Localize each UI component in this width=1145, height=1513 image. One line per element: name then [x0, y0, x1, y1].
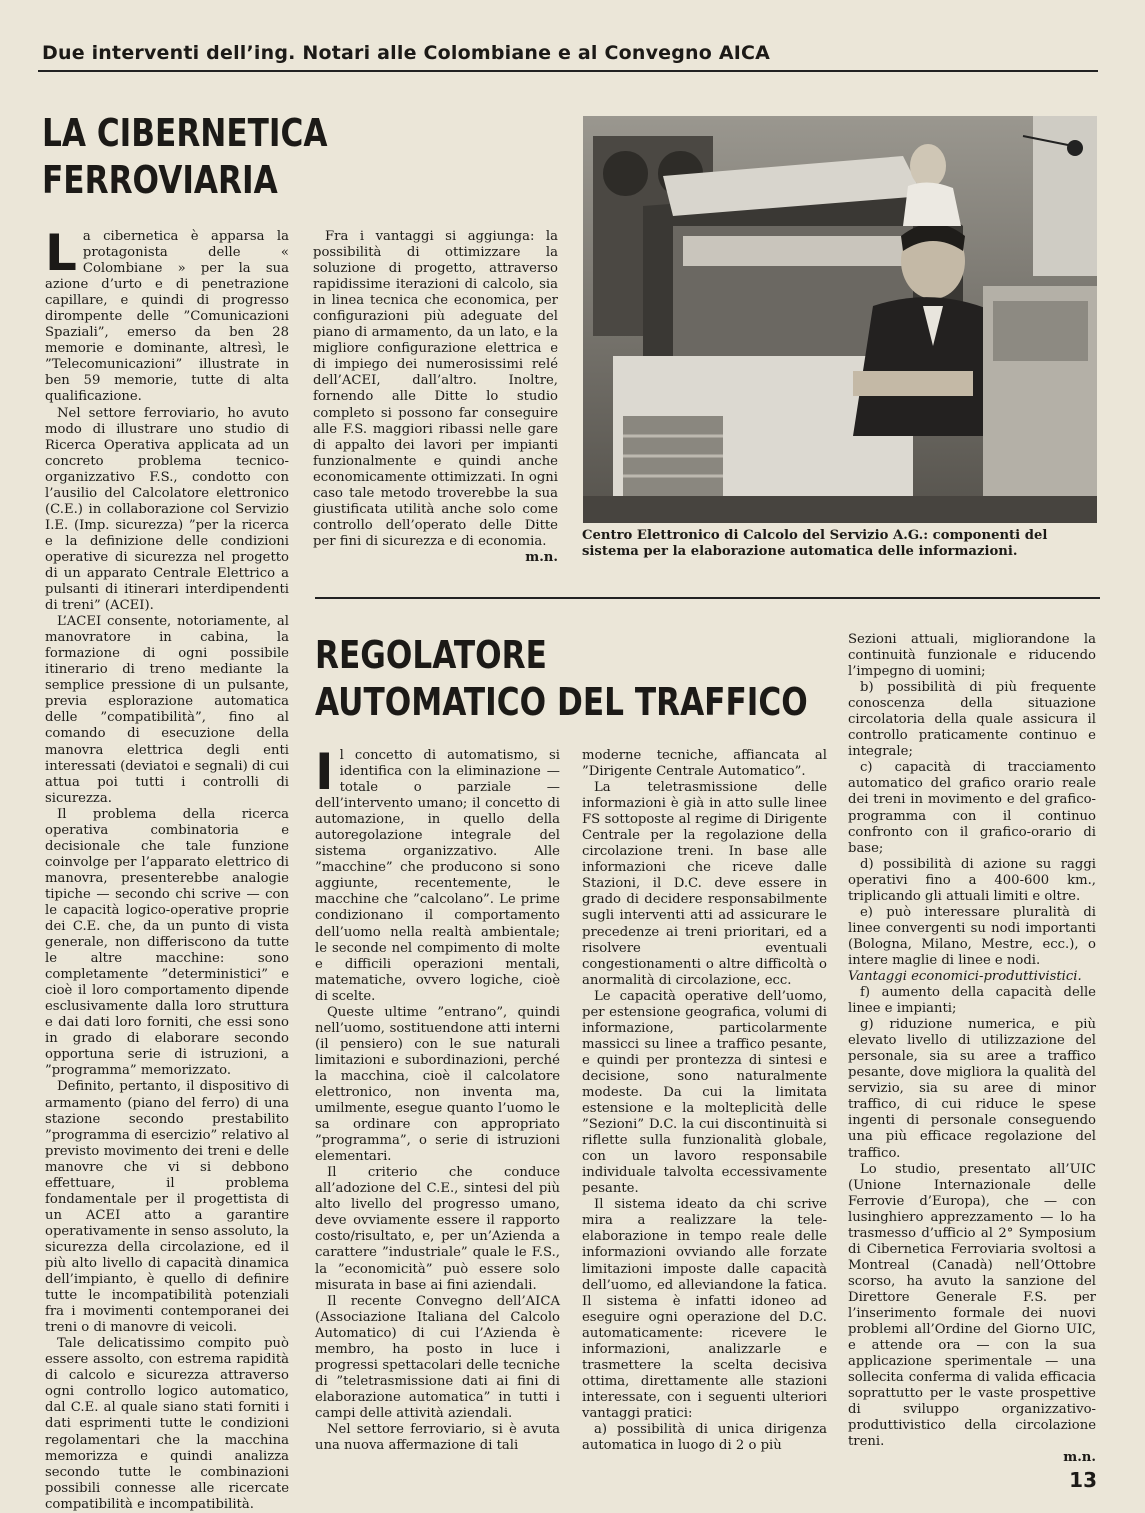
article1-column-2: [313, 229, 558, 566]
photo-illustration: [583, 116, 1097, 523]
article1-dropcap: L: [45, 224, 77, 282]
article1-column-1: [45, 224, 289, 1513]
article2-title-line1: REGOLATORE: [315, 633, 547, 677]
article2-paragraph: Nel settore ferroviario, si è avuta una nuova affermazione di tali: [315, 1421, 560, 1454]
article2-title: [315, 632, 808, 726]
article2-paragraph: Sezioni attuali, migliorandone la continuità funzionale e riducendo l’impegno di uomini;: [848, 632, 1096, 680]
article2-paragraph: d) possibilità di azione su raggi operativi fino a 400-600 km., triplicando gli attuali limiti e oltre.: [848, 856, 1096, 904]
article2-signature: m.n.: [1063, 1450, 1096, 1466]
article2-subheading: Vantaggi economici-produttivistici.: [848, 968, 1082, 984]
article2-paragraph: e) può interessare pluralità di linee convergenti su nodi importanti (Bologna, Milano, Mestre, ecc.), o intere maglie di linee e nodi.: [848, 904, 1096, 968]
article2-paragraph: c) capacità di tracciamento automatico del grafico orario reale dei treni in movimento e del grafico-programma con il continuo confronto con il grafico-orario di base;: [848, 760, 1096, 856]
photo-caption: Centro Elettronico di Calcolo del Servizio A.G.: componenti del sistema per la elaborazione automatica delle informazioni.: [582, 528, 1048, 559]
article1-paragraph: Tale delicatissimo compito può essere assolto, con estrema rapidità di calcolo e sicurezza attraverso ogni controllo logico automatico, dal C.E. al quale siano stati forniti i dati esprimenti tutte le condizioni regolamentari che la macchina memorizza e quindi analizza secondo tutte le combinazioni possibili connesse alle ricercate compatibilità e incompatibilità.: [45, 1336, 289, 1512]
article2-paragraph: Lo studio, presentato all’UIC (Unione Internazionale delle Ferrovie d’Europa), che — con lusinghiero apprezzamento — lo ha trasmesso d’ufficio al 2° Symposium di Cibernetica Ferroviaria svoltosi a Montreal (Canadà) nell’Ottobre scorso, ha avuto la sanzione del Direttore Generale F.S. per l’inserimento formale dei nuovi problemi all’Ordine del Giorno UIC, e attende ora — con la sua applicazione sperimentale — una sollecita conferma di valida efficacia soprattutto per le vaste prospettive di sviluppo organizzativo-produttivistico della circolazione treni.: [848, 1161, 1096, 1450]
article2-paragraph: a) possibilità di unica dirigenza automatica in luogo di 2 o più: [582, 1421, 827, 1454]
page-number: 13: [1069, 1468, 1097, 1492]
article2-paragraph: Il recente Convegno dell’AICA (Associazione Italiana del Calcolo Automatico) di cui l’Azienda è membro, ha posto in luce i progressi spettacolari delle tecniche di ”teletrasmissione dati ai fini di elaborazione automatica” in tutti i campi delle attività aziendali.: [315, 1293, 560, 1421]
article2-column-3: [848, 632, 1096, 1466]
section-kicker: Due interventi dell’ing. Notari alle Colombiane e al Convegno AICA: [42, 42, 771, 64]
article1-title: [42, 110, 328, 204]
article2-paragraph: moderne tecniche, affiancata al ”Dirigente Centrale Automatico”.: [582, 748, 827, 780]
article2-paragraph: l concetto di automatismo, si identifica con la eliminazione — totale o parziale — dell’intervento umano; il concetto di automazione, in quello della autoregolazione integrale del sistema organizzativo. Alle ”macchine” che producono si sono aggiunte, recentemente, le macchine che ”calcolano”. Le prime condizionano il comportamento dell’uomo nella realtà ambientale; le seconde nel compimento di molte e difficili operazioni mentali, matematiche, ovvero logiche, cioè di scelte.: [315, 748, 560, 1004]
article2-paragraph: f) aumento della capacità delle linee e impianti;: [848, 985, 1096, 1017]
article1-signature: m.n.: [525, 549, 558, 565]
article2-paragraph: La teletrasmissione delle informazioni è già in atto sulle linee FS sottoposte al regime di Dirigente Centrale per la regolazione della circolazione treni. In base alle informazioni che riceve dalle Stazioni, il D.C. deve essere in grado di decidere responsabilmente sugli interventi atti ad assicurare le precedenze ai treni prioritari, ed a risolvere eventuali congestionamenti o altre difficoltà o anormalità di circolazione, ecc.: [582, 780, 827, 988]
article2-paragraph: Il criterio che conduce all’adozione del C.E., sintesi del più alto livello del progresso umano, deve ovviamente essere il rapporto costo/risultato, e, per un’Azienda a carattere ”industriale” quale le F.S., la ”economicità” può essere solo misurata in base ai fini aziendali.: [315, 1165, 560, 1293]
article1-paragraph: Fra i vantaggi si aggiunga: la possibilità di ottimizzare la soluzione di progetto, attraverso rapidissime iterazioni di calcolo, sia in linea tecnica che economica, per configurazioni più adeguate del piano di armamento, da un lato, e la migliore configurazione elettrica e di impiego dei numerosissimi relé dell’ACEI, dall’altro. Inoltre, fornendo alle Ditte lo studio completo si possono far conseguire alle F.S. maggiori ribassi nelle gare di appalto dei lavori per impianti funzionalmente e quindi anche economicamente ottimizzati. In ogni caso tale metodo troverebbe la sua giustificata utilità anche solo come controllo dell’operato delle Ditte per fini di sicurezza e di economia.: [313, 229, 558, 549]
article2-title-line2: AUTOMATICO DEL TRAFFICO: [315, 680, 808, 724]
article2-paragraph: b) possibilità di più frequente conoscenza della situazione circolatoria della quale assicura il controllo praticamente continuo e integrale;: [848, 680, 1096, 760]
computer-center-photo: [583, 116, 1097, 523]
article2-paragraph: Queste ultime ”entrano”, quindi nell’uomo, sostituendone atti interni (il pensiero) con le sue naturali limitazioni e subordinazioni, perché la macchina, cioè il calcolatore elettronico, non inventa ma, umilmente, esegue quanto l’uomo le sa ordinare con appropriato ”programma”, o serie di istruzioni elementari.: [315, 1004, 560, 1165]
article2-paragraph: g) riduzione numerica, e più elevato livello di utilizzazione del personale, sia su aree a traffico pesante, dove migliora la qualità del servizio, sia su aree di minor traffico, di cui riduce le spese ingenti di personale conseguendo una più efficace regolazione del traffico.: [848, 1017, 1096, 1161]
kicker-divider: [38, 70, 1098, 72]
article2-column-2: [582, 748, 827, 1454]
article1-paragraph: Definito, pertanto, il dispositivo di armamento (piano del ferro) di una stazione secondo prestabilito ”programma di esercizio” relativo al previsto movimento dei treni e delle manovre che vi si debbono effettuare, il problema fondamentale per il progettista di un ACEI atto a garantire operativamente in senso assoluto, la sicurezza della circolazione, ed il più alto livello di capacità dinamica dell’impianto, è quello di definire tutte le incompatibilità potenziali fra i movimenti contemporanei dei treni o di manovre di veicoli.: [45, 1079, 289, 1336]
article2-column-1: [315, 743, 560, 1454]
section-divider: [315, 597, 1100, 599]
article1-paragraph: a cibernetica è apparsa la protagonista delle « Colombiane » per la sua azione d’urto e di penetrazione capillare, e quindi di progresso dirompente delle ”Comunicazioni Spaziali”, emerso da ben 28 memorie e dominante, altresì, le ”Telecomunicazioni” illustrate in ben 59 memorie, tutte di alta qualificazione.: [45, 229, 289, 405]
article1-paragraph: L’ACEI consente, notoriamente, al manovratore in cabina, la formazione di ogni possibile itinerario di treno mediante la semplice pressione di un pulsante, previa esplorazione automatica delle ”compatibilità”, fino al comando di esecuzione della manovra elettrica degli enti interessati (deviatoi e segnali) di cui attua poi tutti i controlli di sicurezza.: [45, 614, 289, 806]
article2-dropcap: I: [315, 743, 334, 801]
article1-title-line1: LA CIBERNETICA: [42, 111, 328, 155]
article2-paragraph: Il sistema ideato da chi scrive mira a realizzare la tele-elaborazione in tempo reale delle informazioni ovviando alle forzate limitazioni imposte dalle capacità dell’uomo, ed alleviandone la fatica. Il sistema è infatti idoneo ad eseguire ogni operazione del D.C. automaticamente: ricevere le informazioni, analizzarle e trasmettere la scelta decisiva ottima, direttamente alle stazioni interessate, con i seguenti ulteriori vantaggi pratici:: [582, 1197, 827, 1421]
article1-paragraph: Nel settore ferroviario, ho avuto modo di illustrare uno studio di Ricerca Operativa applicata ad un concreto problema tecnico-organizzativo F.S., condotto con l’ausilio del Calcolatore elettronico (C.E.) in collaborazione col Servizio I.E. (Imp. sicurezza) ”per la ricerca e la definizione delle condizioni operative di sicurezza nel progetto di un apparato Centrale Elettrico a pulsanti di itinerari interdipendenti di treni” (ACEI).: [45, 405, 289, 614]
article1-paragraph: Il problema della ricerca operativa combinatoria e decisionale che tale funzione coinvolge per l’apparato elettrico di manovra, presenterebbe analogie tipiche — secondo chi scrive — con le capacità logico-operative proprie dei C.E. che, da un punto di vista generale, non differiscono da tutte le altre macchine: sono completamente ”deterministici” e cioè il loro comportamento dipende esclusivamente dalla loro struttura e dai dati loro forniti, che essi sono in grado di elaborare secondo opportuna serie di istruzioni, a ”programma” memorizzato.: [45, 806, 289, 1079]
article2-paragraph: Le capacità operative dell’uomo, per estensione geografica, volumi di informazione, particolarmente massicci su linee a traffico pesante, e quindi per prontezza di sintesi e decisione, sono naturalmente modeste. Da cui la limitata estensione e la molteplicità delle ”Sezioni” D.C. la cui discontinuità si riflette sulla funzionalità globale, con un lavoro responsabile individuale talvolta eccessivamente pesante.: [582, 988, 827, 1197]
article1-title-line2: FERROVIARIA: [42, 158, 278, 202]
